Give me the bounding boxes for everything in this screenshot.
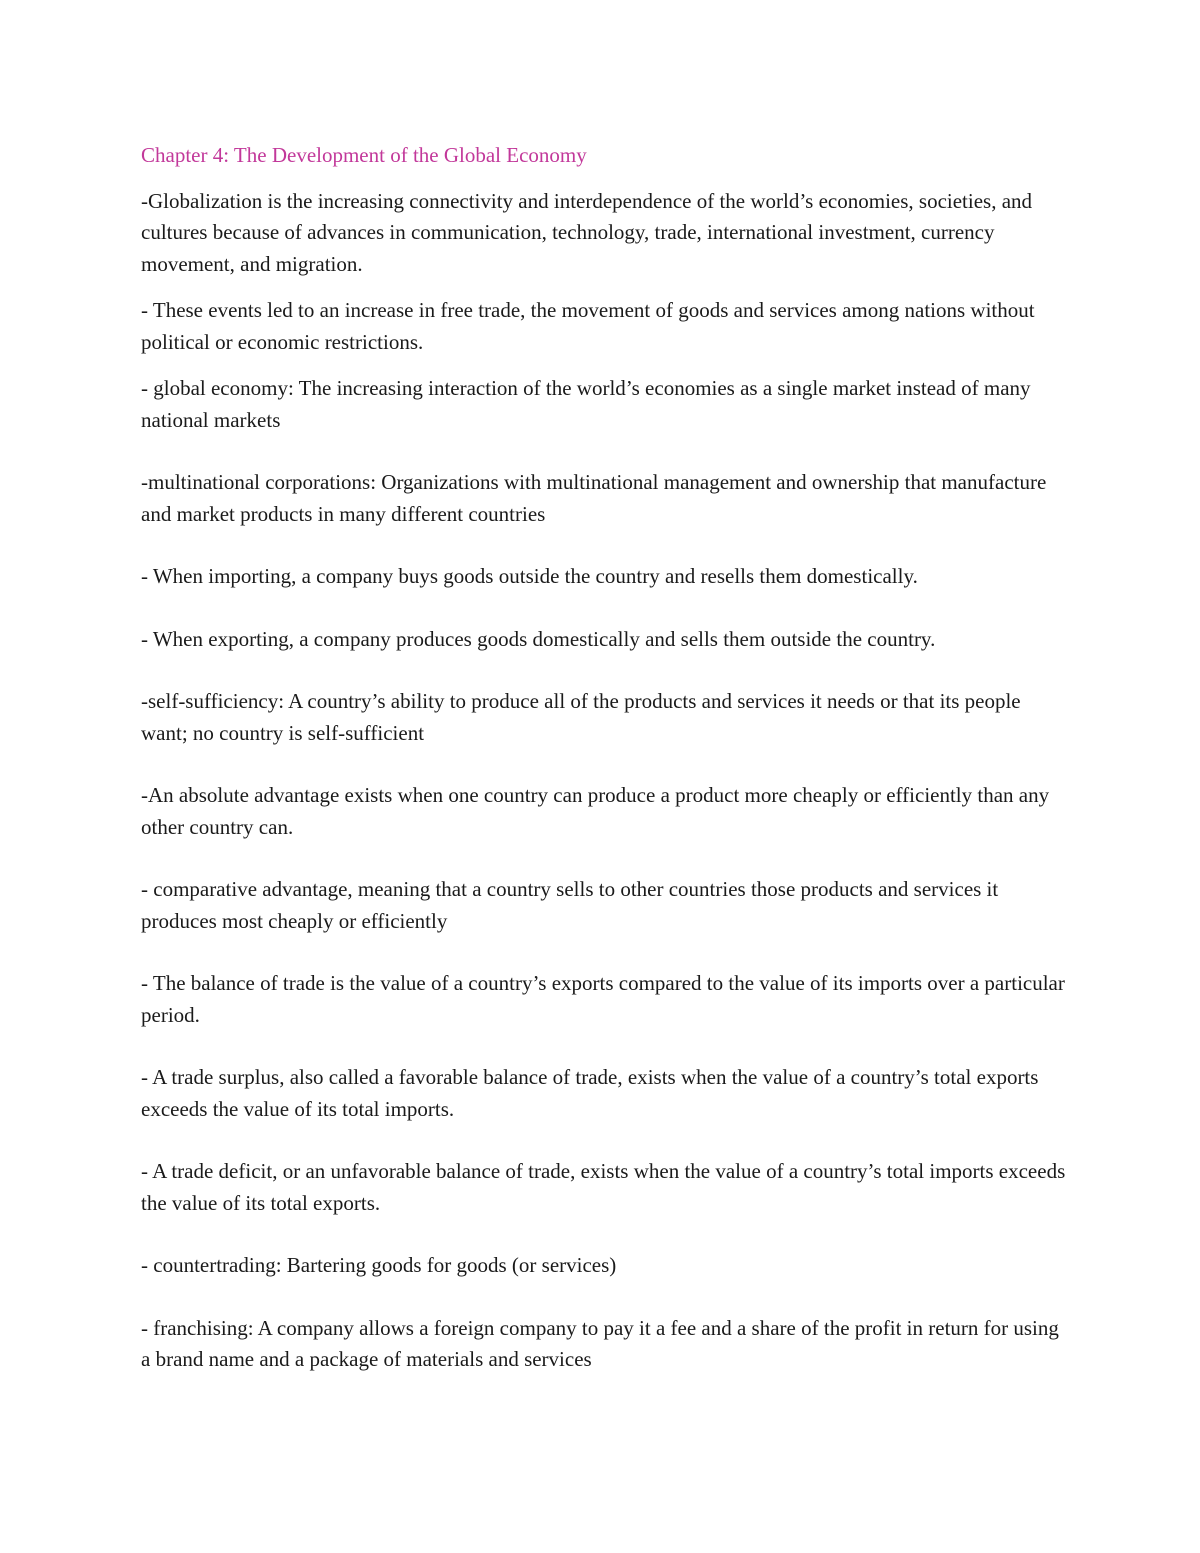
- paragraph-balance-of-trade: - The balance of trade is the value of a country’s exports compared to the value of its imports over a particular period.: [141, 971, 1065, 1027]
- document-body: [141, 140, 1066, 1376]
- paragraph-countertrading: - countertrading: Bartering goods for goods (or services): [141, 1253, 617, 1277]
- paragraph-importing: - When importing, a company buys goods outside the country and resells them domestically.: [141, 564, 918, 588]
- paragraph-absolute-advantage: -An absolute advantage exists when one country can produce a product more cheaply or efficiently than any other country can.: [141, 783, 1050, 839]
- paragraph-exporting: - When exporting, a company produces goods domestically and sells them outside the country.: [141, 626, 936, 651]
- paragraph-franchising: - franchising: A company allows a foreign company to pay it a fee and a share of the profit in return for using a brand name and a package of materials and services: [141, 1315, 1059, 1371]
- chapter-title: Chapter 4: The Development of the Global Economy: [141, 143, 587, 167]
- paragraph-trade-surplus: - A trade surplus, also called a favorable balance of trade, exists when the value of a country’s total exports exceeds the value of its total imports.: [141, 1065, 1039, 1121]
- paragraph-trade-deficit: - A trade deficit, or an unfavorable balance of trade, exists when the value of a country’s total imports exceeds the value of its total exports.: [141, 1159, 1066, 1215]
- paragraph-global-economy: - global economy: The increasing interaction of the world’s economies as a single market instead of many national markets: [141, 376, 1031, 432]
- paragraph-multinational-corporations: -multinational corporations: Organizations with multinational management and ownership that manufacture and market products in many different countries: [141, 470, 1047, 526]
- paragraph-free-trade: - These events led to an increase in free trade, the movement of goods and services among nations without political or economic restrictions.: [141, 298, 1035, 354]
- paragraph-self-sufficiency: -self-sufficiency: A country’s ability to produce all of the products and services it needs or that its people want; no country is self-sufficient: [141, 689, 1021, 745]
- paragraph-comparative-advantage: - comparative advantage, meaning that a country sells to other countries those products and services it produces most cheaply or efficiently: [141, 877, 999, 933]
- paragraph-globalization: -Globalization is the increasing connectivity and interdependence of the world’s economies, societies, and cultures because of advances in communication, technology, trade, international investment, currency movement, and migration.: [141, 188, 1033, 276]
